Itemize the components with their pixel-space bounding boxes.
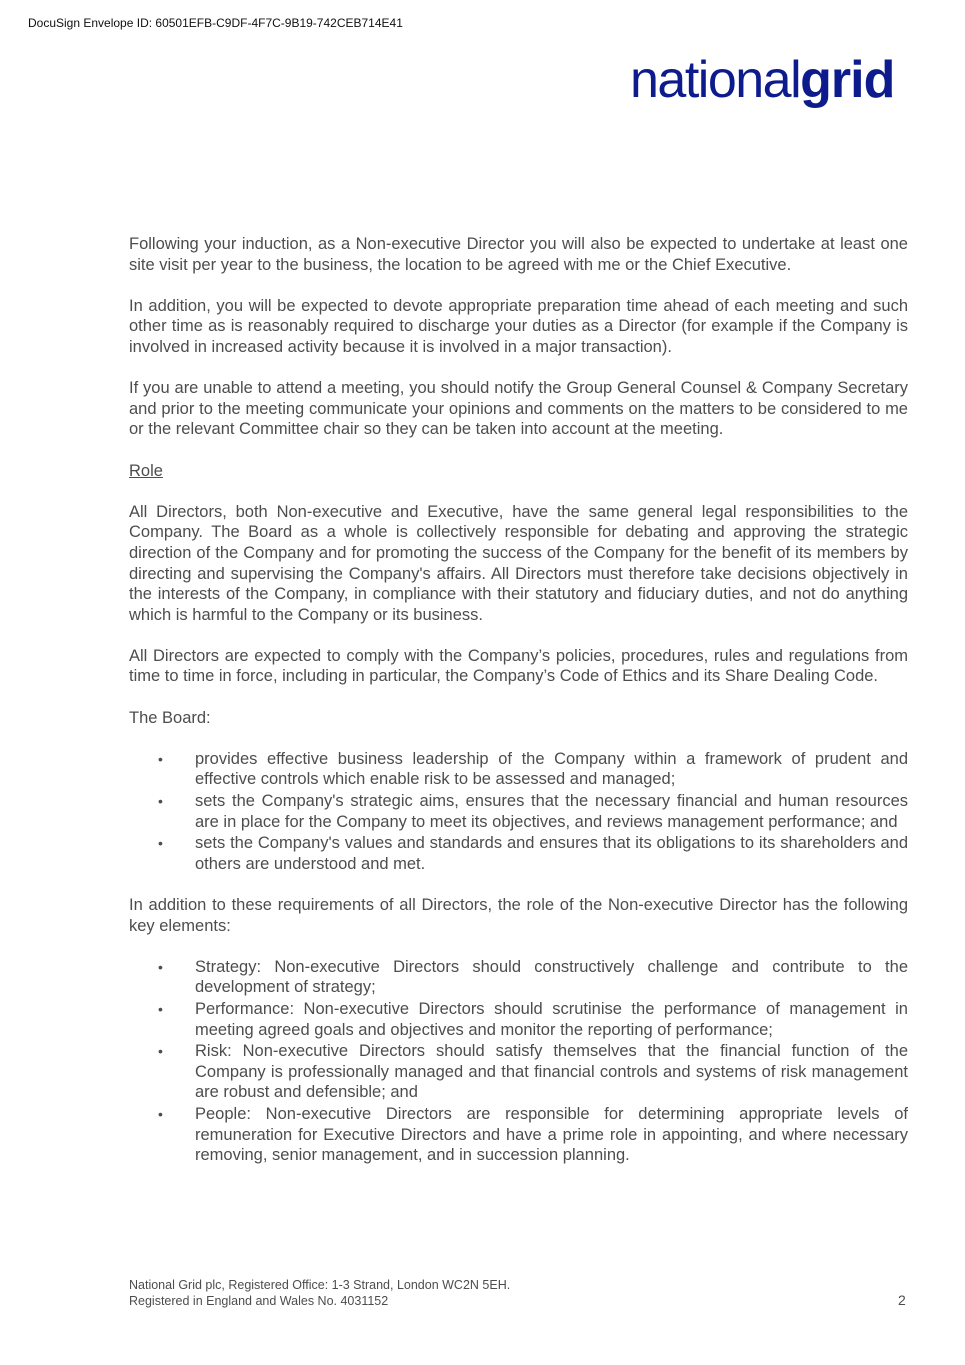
paragraph-site-visit: Following your induction, as a Non-executive Director you will also be expected to undertake at least one site visit per year to the business, the location to be agreed with me or the Chief Executive. [129,235,908,274]
list-item [129,1041,908,1103]
footer-registered-office [129,1278,510,1309]
bullet-icon: • [158,835,163,852]
list-item [129,749,908,790]
bullet-icon: • [158,1000,163,1017]
bullet-icon: • [158,958,163,975]
board-bullet-list [129,749,908,875]
paragraph-ned-intro: In addition to these requirements of all Directors, the role of the Non-executive Director has the following key elements: [129,896,908,935]
logo-text-light: national [630,51,801,109]
letter-body [129,234,908,1186]
bullet-icon: • [158,750,163,767]
list-item-text: provides effective business leadership of the Company within a framework of prudent and effective controls which enable risk to be assessed and managed; [195,749,908,789]
list-item-text: Strategy: Non-executive Directors should constructively challenge and contribute to the development of strategy; [195,957,908,997]
ned-bullet-list [129,957,908,1166]
bullet-icon: • [158,1105,163,1122]
list-item [129,999,908,1040]
logo-diamond-icon [813,57,822,66]
bullet-icon: • [158,793,163,810]
paragraph-compliance: All Directors are expected to comply with the Company’s policies, procedures, rules and regulations from time to time in force, including in particular, the Company’s Code of Ethics and its Share Dealing Code. [129,646,908,686]
list-item-text: Performance: Non-executive Directors should scrutinise the performance of management in meeting agreed goals and objectives and monitor the reporting of performance; [195,999,908,1039]
national-grid-logo [630,50,894,110]
bullet-icon: • [158,1043,163,1060]
paragraph-preparation-time: In addition, you will be expected to devote appropriate preparation time ahead of each meeting and such other time as is reasonably required to discharge your duties as a Director (for example if the Company is involved in increased activity because it is involved in a major transaction). [129,296,908,356]
list-item-text: sets the Company's values and standards and ensures that its obligations to its shareholders and others are understood and met. [195,834,908,873]
board-intro: The Board: [129,708,211,727]
list-item [129,957,908,998]
list-item-text: People: Non-executive Directors are responsible for determining appropriate levels of remuneration for Executive Directors and have a prime role in appointing, and where necessary removing, senior management, and in succession planning. [195,1104,908,1165]
list-item [129,791,908,832]
list-item-text: sets the Company's strategic aims, ensures that the necessary financial and human resources are in place for the Company to meet its objectives, and reviews management performance; and [195,792,908,831]
list-item [129,1104,908,1166]
page-number: 2 [898,1292,906,1308]
footer-line-1: National Grid plc, Registered Office: 1-3 Strand, London WC2N 5EH. [129,1278,511,1292]
paragraph-unable-to-attend: If you are unable to attend a meeting, you should notify the Group General Counsel & Company Secretary and prior to the meeting communicate your opinions and comments on the matters to be considered to me or the relevant Committee chair so they can be taken into account at the meeting. [129,379,908,439]
logo-text-bold: grid [800,51,895,109]
docusign-envelope-id: DocuSign Envelope ID: 60501EFB-C9DF-4F7C-9B19-742CEB714E41 [28,16,403,30]
list-item [129,833,908,874]
section-heading-role: Role [129,461,163,480]
list-item-text: Risk: Non-executive Directors should satisfy themselves that the financial function of the Company is professionally managed and that financial controls and systems of risk management are robust and defensible; and [195,1042,908,1102]
paragraph-director-responsibilities: All Directors, both Non-executive and Executive, have the same general legal responsibilities to the Company. The Board as a whole is collectively responsible for debating and approving the strategic direction of the Company and for promoting the success of the Company for the benefit of its members by directing and supervising the Company's affairs. All Directors must therefore take decisions objectively in the interests of the Company, in compliance with their statutory and fiduciary duties, and not do anything which is harmful to the Company or its business. [129,502,908,624]
footer-line-2: Registered in England and Wales No. 4031152 [129,1293,389,1308]
